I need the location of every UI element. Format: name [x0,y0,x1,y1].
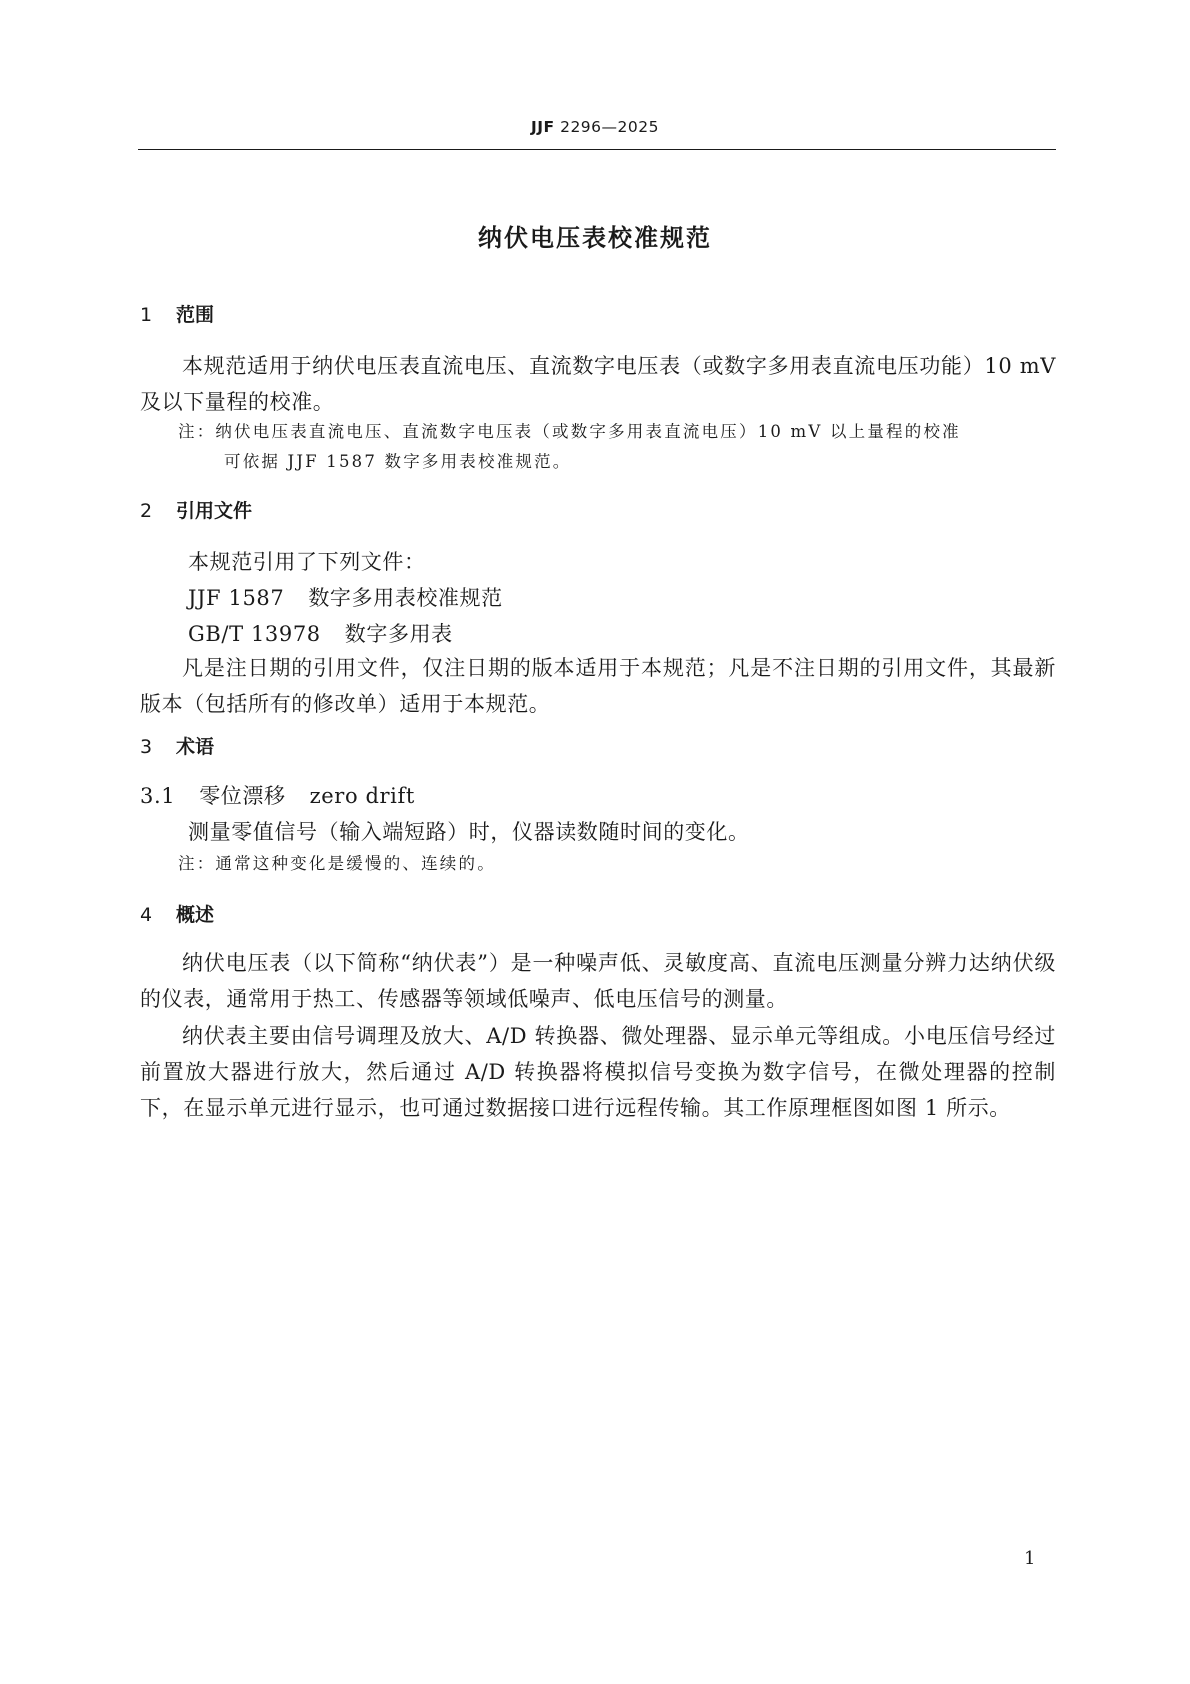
term-definition: 测量零值信号（输入端短路）时，仪器读数随时间的变化。 [188,820,750,844]
section-4-paragraph-2: 纳伏表主要由信号调理及放大、A/D 转换器、微处理器、显示单元等组成。小电压信号经过前置放大器进行放大，然后通过 A/D 转换器将模拟信号变换为数字信号，在微处理器的控制下，在显示单元进行显示，也可通过数据接口进行远程传输。其工作原理框图如图 1 所示。 [140,1024,1056,1120]
section-4-paragraph-1: 纳伏电压表（以下简称“纳伏表”）是一种噪声低、灵敏度高、直流电压测量分辨力达纳伏级的仪表，通常用于热工、传感器等领域低噪声、低电压信号的测量。 [140,951,1056,1011]
section-1-body: 本规范适用于纳伏电压表直流电压、直流数字电压表（或数字多用表直流电压功能）10 mV 及以下量程的校准。 [140,354,1056,414]
document-title: 纳伏电压表校准规范 [478,224,712,252]
reference-name: 数字多用表 [344,622,453,646]
section-number: 2 [140,500,153,522]
section-title: 范围 [176,304,215,326]
section-1-note-line-2: 可依据 JJF 1587 数字多用表校准规范。 [224,452,572,471]
reference-item [188,620,453,648]
section-1-note-line-1: 注：纳伏电压表直流电压、直流数字电压表（或数字多用表直流电压）10 mV 以上量程的校准 [178,422,961,441]
section-title: 术语 [176,736,215,758]
header-divider [138,149,1056,150]
section-3-heading [140,735,214,759]
term-chinese: 零位漂移 [199,784,286,808]
header-code-prefix: JJF [531,118,555,136]
term-entry [140,782,415,810]
reference-item [188,584,503,612]
section-4-heading [140,903,214,927]
section-number: 3 [140,736,153,758]
section-title: 引用文件 [176,500,253,522]
term-number: 3.1 [140,784,176,808]
reference-name: 数字多用表校准规范 [308,586,503,610]
header-code-number: 2296—2025 [560,118,659,136]
section-2-body: 凡是注日期的引用文件，仅注日期的版本适用于本规范；凡是不注日期的引用文件，其最新版本（包括所有的修改单）适用于本规范。 [140,656,1056,716]
page-number: 1 [1024,1548,1036,1569]
reference-code: GB/T 13978 [188,622,321,646]
running-header [0,118,1190,136]
section-2-heading [140,499,252,523]
section-3-note: 注：通常这种变化是缓慢的、连续的。 [178,854,496,873]
section-1-heading [140,303,214,327]
section-number: 4 [140,904,153,926]
reference-code: JJF 1587 [188,586,285,610]
term-english: zero drift [309,784,415,808]
references-intro: 本规范引用了下列文件： [188,550,426,574]
section-title: 概述 [176,904,215,926]
section-number: 1 [140,304,153,326]
